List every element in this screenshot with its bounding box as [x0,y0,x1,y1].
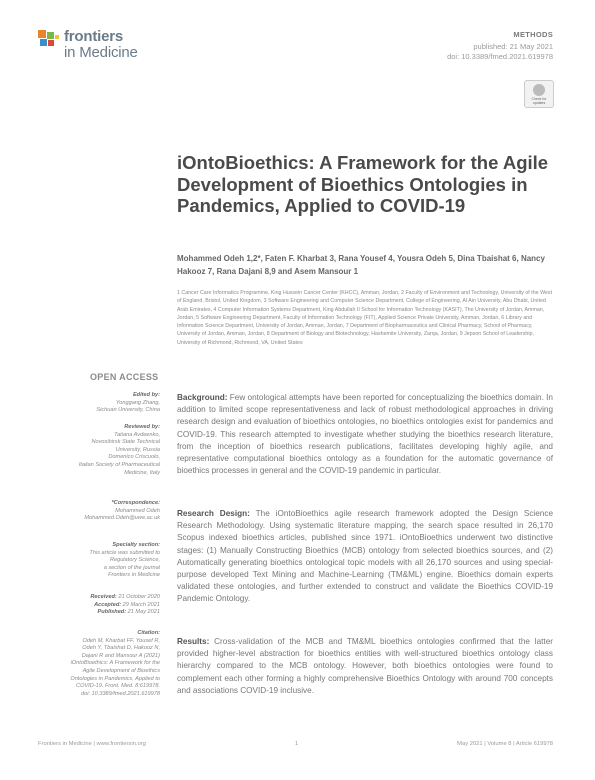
doi-link[interactable]: doi: 10.3389/fmed.2021.619978 [447,52,553,61]
logo-text-journal: in Medicine [64,44,138,61]
correspondence-section [38,500,160,523]
received-row: Received: 21 October 2020 [90,594,160,600]
footer-journal-link[interactable]: Frontiers in Medicine | www.frontiersin.org [38,741,146,747]
correspondence-email[interactable]: Mohammed.Odeh@uwe.ac.uk [84,515,160,522]
received-date: 21 October 2020 [118,594,160,600]
footer-volume-info: May 2021 | Volume 8 | Article 619978 [457,741,553,747]
check-for-updates-badge[interactable] [524,80,554,108]
published-row: Published: 21 May 2021 [97,609,160,616]
author-list[interactable]: Mohammed Odeh 1,2*, Faten F. Kharbat 3, Rana Yousef 4, Yousra Odeh 5, Dina Tbaishat 6, Nancy Hakooz 7, Rana Dajani 8,9 and Asem Mansour 1 [177,254,545,276]
editor-line: Yonggang Zhang, [115,399,160,406]
correspondence-label: *Correspondence: [111,500,160,506]
citation-line: Agile Development of Bioethics [82,667,160,674]
citation-section [38,630,160,698]
results-heading: Results: [177,637,210,646]
citation-line: COVID-19. Front. Med. 8:619978. [76,683,160,690]
published-date[interactable]: published: 21 May 2021 [473,42,553,51]
citation-line: iOntoBioethics: A Framework for the [70,660,160,667]
edited-by-section [38,392,160,415]
citation-line: Odeh Y, Tbaishat D, Hakooz N, [82,645,160,652]
affiliations: 1 Cancer Care Informatics Programme, King Hussein Cancer Center (KHCC), Amman, Jordan, 2 Faculty of Environment and Technology, University of the West of England, Bristol, United Kingdom, 3 Software Engineering and Computer Science Department, College of Engineering, Al Ain University, Abu Dhabi, United Arab Emirates, 4 Computer Information Systems Department, King Abdullah II School for Information Technology (KASIT), The University of Jordan, Amman, Jordan, 5 Software Engineering Department, Faculty of Information Technology (FIT), Applied Science Private University, Amman, Jordan, 6 Library and Information Science Department, University of Jordan, Amman, Jordan, 7 Department of Biopharmaceutics and Clinical Pharmacy, School of Pharmacy, University of Jordan, Amman, Jordan, 8 Department of Biology and Biotechnology, Hashemite University, Zarqa, Jordan, 9 Jepson School of Leadership, University of Richmond, Richmond, VA, United States [177,290,553,346]
reviewer-line: Medicine, Italy [124,469,160,476]
results-text: Cross-validation of the MCB and TM&ML bioethics ontologies confirmed that the latter provided higher-level abstraction for bioethics entities with well-structured bioethics ontology class hierarchy compared to the MCB ontology. However, both bioethics ontologies were found to complement each other forming a highly comprehensive Bioethics Ontology with around 700 concepts and associations COVID-19 inclusive. [177,637,553,695]
specialty-line: a section of the journal [103,564,160,571]
check-updates-icon [533,84,545,96]
specialty-line: This article was submitted to [89,549,160,556]
research-design-text: The iOntoBioethics agile research framework adopted the Design Science Research Methodology. Using systematic literature mapping, the search space resulted in 26,170 Scopus indexed bioethics articles, published since 1971. iOntoBioethics underwent two distinctive stages: (1) Manually Constructing Bioethics (MCB) ontology from selected bioethics sources, and (2) Automatically generating bioethics ontological topic models with all 26,170 sources and using special-purpose developed Text Mining and Machine-Learning (TM&ML) engine. Bioethics domain experts validated these ontologies, and further extended to construct and validate the Bioethics COVID-19 Pandemic Ontology. [177,509,553,604]
reviewer-line: Italian Society of Pharmaceutical [78,461,160,468]
abstract-background [177,392,553,477]
correspondence-name: Mohammed Odeh [115,507,160,514]
article-type: METHODS [513,30,553,39]
reviewed-by-label: Reviewed by: [124,424,160,430]
edited-by-label: Edited by: [132,392,160,398]
citation-doi[interactable]: doi: 10.3389/fmed.2021.619978 [80,690,160,697]
accepted-date: 29 March 2021 [122,601,160,608]
reviewed-by-section [38,424,160,477]
reviewer-line: University, Russia [115,446,160,453]
published-date-side: 21 May 2021 [127,609,160,616]
dates-section [38,594,160,617]
page-number: 1 [295,741,299,747]
logo-text-frontiers: frontiers [64,28,124,45]
specialty-line: Frontiers in Medicine [108,572,160,579]
reviewer-line: Domenico Criscuolo, [108,454,160,461]
reviewer-line: Tatiana Avdeenko, [114,431,160,438]
citation-line: Ontologies in Pandemics, Applied to [70,675,160,682]
editor-line: Sichuan University, China [96,407,160,414]
frontiers-logo-icon [36,28,62,54]
article-title: iOntoBioethics: A Framework for the Agile Development of Bioethics Ontologies in Pandemics, Applied to COVID-19 [177,152,549,216]
open-access-label: OPEN ACCESS [90,372,159,382]
abstract-research-design [177,508,553,606]
specialty-line: Regulatory Science, [109,557,160,564]
check-updates-label: Check for updates [531,97,547,105]
background-text: Few ontological attempts have been reported for conceptualizing the bioethics domain. In addition to limited scope representativeness and lack of robust methodological approaches in driving research design and evaluation of bioethics ontologies, no bioethics ontologies exist for pandemics and COVID-19. This research attempted to investigate whether studying the bioethics research literature, from the inception of bioethics research publications, facilitates developing highly agile, and representative computational bioethics ontology as a foundation for the automatic governance of bioethics processes in general and the COVID-19 pandemic in particular. [177,393,553,476]
abstract-results [177,636,553,697]
citation-label: Citation: [137,630,160,636]
specialty-section [38,542,160,580]
citation-line: Dajani R and Mansour A (2021) [81,652,160,659]
research-design-heading: Research Design: [177,509,250,518]
reviewer-line: Novosibirsk State Technical [91,439,160,446]
background-heading: Background: [177,393,228,402]
specialty-label: Specialty section: [112,542,160,548]
accepted-row: Accepted: 29 March 2021 [94,601,160,608]
citation-line: Odeh M, Kharbat FF, Yousef R, [82,637,160,644]
